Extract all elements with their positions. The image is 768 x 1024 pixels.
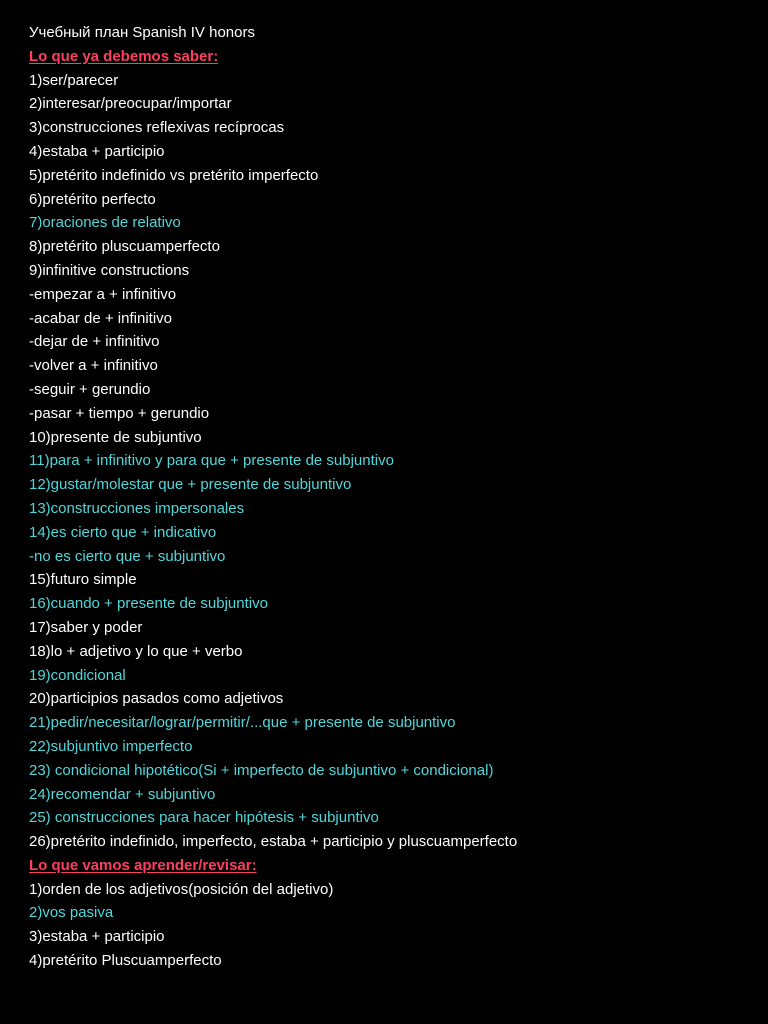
list-item: 22)subjuntivo imperfecto <box>29 737 193 755</box>
list-item: 26)pretérito indefinido, imperfecto, estaba + participio y pluscuamperfecto <box>29 833 518 851</box>
list-item: 2)interesar/preocupar/importar <box>29 95 232 113</box>
list-item: 25) construcciones para hacer hipótesis + subjuntivo <box>29 809 379 827</box>
list-item: 9)infinitive constructions <box>29 261 190 279</box>
list-item: 4)pretérito Pluscuamperfecto <box>29 952 222 970</box>
note-title: Учебный план Spanish IV honors <box>29 24 255 41</box>
list-item: 2)vos pasiva <box>29 904 114 922</box>
list-item: 17)saber y poder <box>29 618 143 636</box>
list-item: 1)orden de los adjetivos(posición del adjetivo) <box>29 880 334 898</box>
list-item: 16)cuando + presente de subjuntivo <box>29 595 268 613</box>
list-item: 3)construcciones reflexivas recíprocas <box>29 119 285 137</box>
note-body[interactable] <box>29 21 759 973</box>
list-item: 3)estaba + participio <box>29 928 165 946</box>
list-item: 11)para + infinitivo y para que + presente de subjuntivo <box>29 452 394 470</box>
list-item: 5)pretérito indefinido vs pretérito imperfecto <box>29 166 319 184</box>
section-list-known <box>29 69 759 854</box>
list-item: -empezar a + infinitivo <box>29 285 177 303</box>
list-item: 15)futuro simple <box>29 571 137 589</box>
section-list-to-learn <box>29 878 759 973</box>
list-item: 8)pretérito pluscuamperfecto <box>29 238 220 256</box>
list-item: 18)lo + adjetivo y lo que + verbo <box>29 642 243 660</box>
list-item: 1)ser/parecer <box>29 71 119 89</box>
list-item: 19)condicional <box>29 666 126 684</box>
list-item: -volver a + infinitivo <box>29 357 158 375</box>
list-item: 20)participios pasados como adjetivos <box>29 690 284 708</box>
list-item: -seguir + gerundio <box>29 380 151 398</box>
list-item: 13)construcciones impersonales <box>29 499 245 517</box>
list-item: 14)es cierto que + indicativo <box>29 523 217 541</box>
list-item: 21)pedir/necesitar/lograr/permitir/...que + presente de subjuntivo <box>29 714 456 732</box>
list-item: -no es cierto que + subjuntivo <box>29 547 226 565</box>
section-heading-to-learn: Lo que vamos aprender/revisar: <box>29 856 257 874</box>
list-item: -acabar de + infinitivo <box>29 309 172 327</box>
list-item: -dejar de + infinitivo <box>29 333 160 351</box>
section-heading-known: Lo que ya debemos saber: <box>29 47 219 65</box>
list-item: 12)gustar/molestar que + presente de subjuntivo <box>29 476 352 494</box>
list-item: 4)estaba + participio <box>29 142 165 160</box>
list-item: 7)oraciones de relativo <box>29 214 181 232</box>
list-item: 24)recomendar + subjuntivo <box>29 785 216 803</box>
list-item: -pasar + tiempo + gerundio <box>29 404 210 422</box>
list-item: 10)presente de subjuntivo <box>29 428 202 446</box>
list-item: 23) condicional hipotético(Si + imperfecto de subjuntivo + condicional) <box>29 761 494 779</box>
list-item: 6)pretérito perfecto <box>29 190 156 208</box>
